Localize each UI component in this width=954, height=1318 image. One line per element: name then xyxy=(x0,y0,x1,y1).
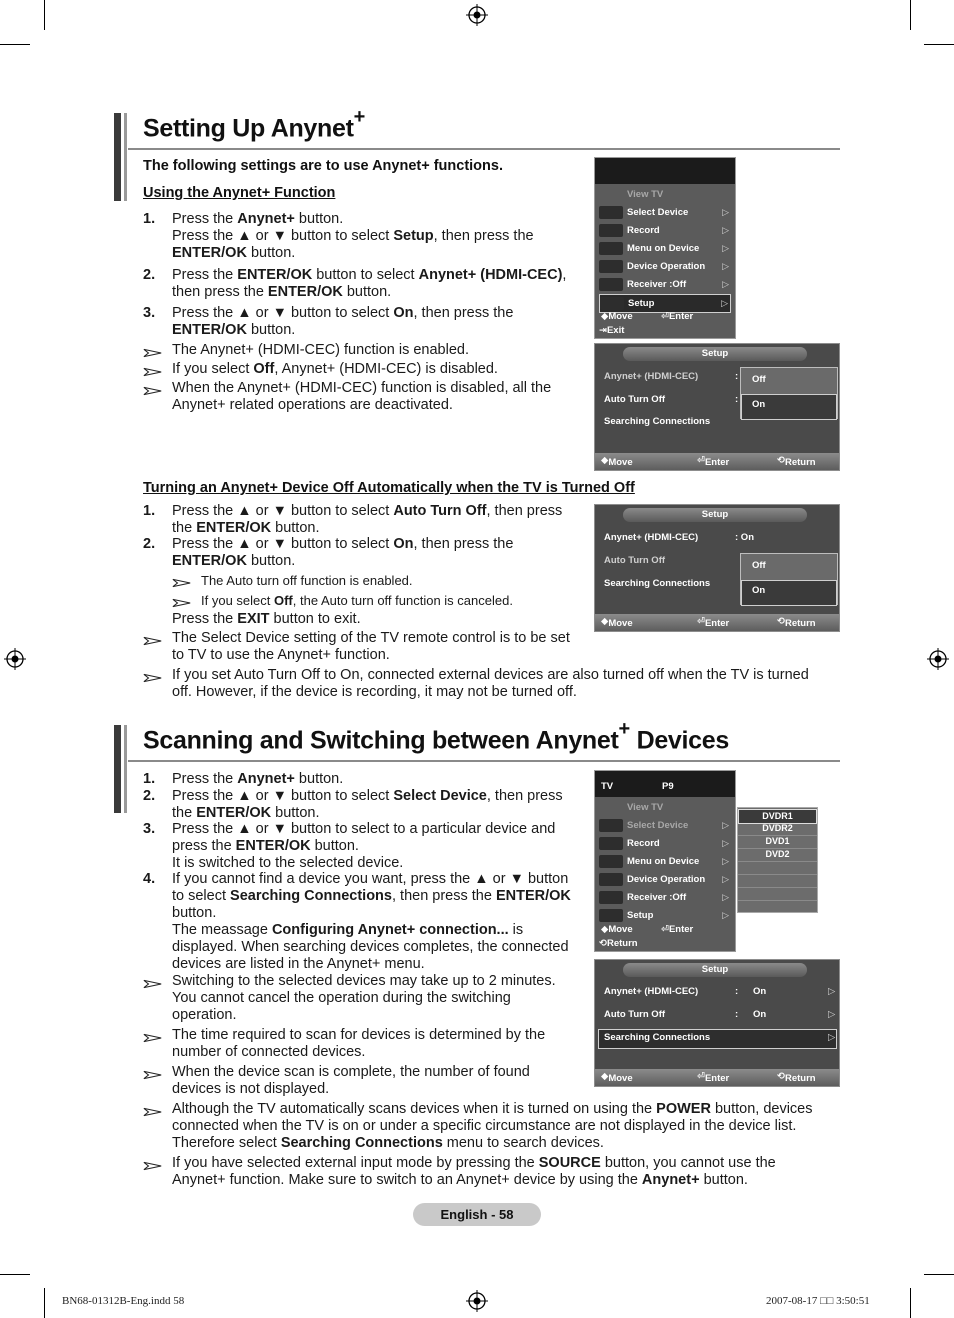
menu-item-label: Menu on Device xyxy=(627,243,700,254)
note-arrow-icon xyxy=(143,1030,165,1040)
registration-mark-icon xyxy=(4,648,26,670)
anynet-menu-screen xyxy=(594,770,736,952)
option-off[interactable]: Off xyxy=(752,560,766,571)
setup-colon: : xyxy=(735,986,739,997)
step-number: 4. xyxy=(143,871,156,887)
crop-mark xyxy=(910,0,911,30)
step-text: the ENTER/OK button. xyxy=(172,805,320,821)
step-text: Press the ▲ or ▼ button to select On, then press the xyxy=(172,536,514,552)
setup-colon: : xyxy=(735,1009,739,1020)
setup-row: Auto Turn Off xyxy=(604,1009,666,1020)
step-number: 3. xyxy=(143,305,156,321)
note-text: Therefore select Searching Connections menu to search devices. xyxy=(172,1135,604,1151)
file-slug: BN68-01312B-Eng.indd 58 xyxy=(62,1295,185,1307)
step-text: Press the ▲ or ▼ button to select to a particular device and xyxy=(172,821,556,837)
chevron-right-icon: ▷ xyxy=(722,820,729,830)
menu-item[interactable] xyxy=(599,240,731,257)
return-hint: ⟲Return xyxy=(599,938,638,949)
menu-item[interactable] xyxy=(599,222,731,239)
page-number: English - 58 xyxy=(413,1203,541,1226)
chevron-right-icon: ▷ xyxy=(722,874,729,884)
crop-mark xyxy=(44,1288,45,1318)
device-list xyxy=(737,807,818,913)
option-off[interactable]: Off xyxy=(752,374,766,385)
setup-screen xyxy=(594,343,840,471)
note-text: The Anynet+ (HDMI-CEC) function is enabled. xyxy=(172,342,469,358)
device-icon xyxy=(599,260,623,273)
menu-header xyxy=(595,158,735,184)
channel-label: P9 xyxy=(662,781,674,792)
device-icon xyxy=(599,837,623,850)
chevron-right-icon: ▷ xyxy=(722,207,729,217)
note-arrow-icon xyxy=(143,383,165,393)
menu-item-label: Device Operation xyxy=(627,874,706,885)
exit-hint: ⇥Exit xyxy=(599,325,625,336)
step-number: 2. xyxy=(143,788,156,804)
device-item[interactable]: DVDR2 xyxy=(738,822,817,836)
note-text: Anynet+ related operations are deactivated. xyxy=(172,397,453,413)
menu-item[interactable] xyxy=(599,258,731,275)
device-icon xyxy=(599,819,623,832)
setup-colon: : xyxy=(735,394,739,405)
note-text: number of connected devices. xyxy=(172,1044,366,1060)
setup-row: Searching Connections xyxy=(604,416,711,427)
device-icon xyxy=(599,278,623,291)
note-arrow-icon xyxy=(143,976,165,986)
subheading: Using the Anynet+ Function xyxy=(143,185,336,201)
option-popup xyxy=(740,553,838,605)
note-arrow-icon xyxy=(172,595,194,605)
note-text: The time required to scan for devices is determined by the xyxy=(172,1027,546,1043)
note-text: Anynet+ function. Make sure to switch to an Anynet+ device by using the Anynet+ button. xyxy=(172,1172,748,1188)
menu-item[interactable] xyxy=(599,853,731,870)
note-arrow-icon xyxy=(143,670,165,680)
menu-item[interactable] xyxy=(599,799,731,816)
step-text: ENTER/OK button. xyxy=(172,322,296,338)
section-title: Scanning and Switching between Anynet+ Devices xyxy=(143,718,729,755)
step-text: Press the ENTER/OK button to select Anynet+ (HDMI-CEC), xyxy=(172,267,567,283)
step-number: 2. xyxy=(143,267,156,283)
menu-item[interactable] xyxy=(599,907,731,924)
section-title: Setting Up Anynet+ xyxy=(143,106,366,143)
step-text: Press the EXIT button to exit. xyxy=(172,611,361,627)
note-arrow-icon xyxy=(143,345,165,355)
device-item-empty xyxy=(738,861,817,875)
device-icon xyxy=(600,297,624,310)
option-on[interactable]: On xyxy=(752,585,766,596)
note-text: Although the TV automatically scans devices when it is turned on using the POWER button, devices xyxy=(172,1101,813,1117)
setup-row: Searching Connections xyxy=(604,578,711,589)
menu-item[interactable] xyxy=(599,186,731,203)
step-text: It is switched to the selected device. xyxy=(172,855,404,871)
menu-item-label: Setup xyxy=(627,910,654,921)
chevron-right-icon: ▷ xyxy=(722,225,729,235)
note-text: If you select Off, Anynet+ (HDMI-CEC) is disabled. xyxy=(172,361,498,377)
step-text: Press the ▲ or ▼ button to select Setup, then press the xyxy=(172,228,534,244)
option-on[interactable]: On xyxy=(752,399,766,410)
step-text: displayed. When searching devices completes, the connected xyxy=(172,939,569,955)
setup-row: Anynet+ (HDMI-CEC) xyxy=(604,986,699,997)
note-text: off. However, if the device is recording, it may not be turned off. xyxy=(172,684,577,700)
move-hint: ◆Move xyxy=(601,311,633,322)
device-item[interactable]: DVDR1 xyxy=(738,809,817,824)
note-text: If you have selected external input mode by pressing the SOURCE button, you cannot use the xyxy=(172,1155,776,1171)
chevron-right-icon: ▷ xyxy=(828,1009,836,1020)
step-text: Press the ▲ or ▼ button to select Auto Turn Off, then press xyxy=(172,503,563,519)
crop-mark xyxy=(910,1288,911,1318)
step-text: Press the Anynet+ button. xyxy=(172,211,344,227)
setup-footer: ◆ Move ⏎ Enter ⟲ Return xyxy=(595,1069,839,1086)
note-arrow-icon xyxy=(143,1067,165,1077)
step-text: press the ENTER/OK button. xyxy=(172,838,359,854)
setup-footer: ◆ Move ⏎ Enter ⟲ Return xyxy=(595,453,839,470)
note-text: When the Anynet+ (HDMI-CEC) function is disabled, all the xyxy=(172,380,552,396)
chevron-right-icon: ▷ xyxy=(722,261,729,271)
note-text: operation. xyxy=(172,1007,237,1023)
setup-footer: ◆ Move ⏎ Enter ⟲ Return xyxy=(595,614,839,631)
chevron-right-icon: ▷ xyxy=(722,838,729,848)
crop-mark xyxy=(0,44,30,45)
note-arrow-icon xyxy=(143,1158,165,1168)
menu-item-label: Record xyxy=(627,225,660,236)
step-text: then press the ENTER/OK button. xyxy=(172,284,392,300)
registration-mark-icon xyxy=(927,648,949,670)
device-item[interactable]: DVD2 xyxy=(738,848,817,862)
step-number: 1. xyxy=(143,771,156,787)
note-text: When the device scan is complete, the number of found xyxy=(172,1064,530,1080)
option-popup xyxy=(740,367,838,419)
setup-row: Searching Connections xyxy=(604,1032,711,1043)
setup-value: On xyxy=(753,1009,767,1020)
chevron-right-icon: ▷ xyxy=(722,243,729,253)
step-text: ENTER/OK button. xyxy=(172,553,296,569)
step-number: 1. xyxy=(143,503,156,519)
crop-mark xyxy=(44,0,45,30)
setup-title: Setup xyxy=(623,347,807,361)
heading-bar xyxy=(114,113,121,201)
note-text: to TV to use the Anynet+ function. xyxy=(172,647,390,663)
menu-item[interactable] xyxy=(599,835,731,852)
chevron-right-icon: ▷ xyxy=(828,986,836,997)
heading-bar xyxy=(124,725,127,813)
heading-bar xyxy=(124,113,127,201)
setup-screen xyxy=(594,959,840,1087)
tv-label: TV xyxy=(601,781,614,792)
device-item-empty xyxy=(738,874,817,888)
heading-bar xyxy=(114,725,121,813)
menu-item-label: Select Device xyxy=(627,820,689,831)
menu-item-label: Record xyxy=(627,838,660,849)
chevron-right-icon: ▷ xyxy=(828,1032,836,1043)
step-text: Press the Anynet+ button. xyxy=(172,771,344,787)
chevron-right-icon: ▷ xyxy=(722,910,729,920)
step-text: devices are listed in the Anynet+ menu. xyxy=(172,956,425,972)
step-text: Press the ▲ or ▼ button to select Select Device, then press xyxy=(172,788,563,804)
enter-hint: ⏎Enter xyxy=(661,311,694,322)
anynet-menu-screen xyxy=(594,157,736,339)
step-text: The meassage Configuring Anynet+ connection... is xyxy=(172,922,524,938)
note-text: Switching to the selected devices may take up to 2 minutes. xyxy=(172,973,556,989)
setup-row: Auto Turn Off xyxy=(604,555,666,566)
device-icon xyxy=(599,891,623,904)
device-icon xyxy=(599,855,623,868)
note-arrow-icon xyxy=(143,633,165,643)
menu-item-label: Device Operation xyxy=(627,261,706,272)
device-icon xyxy=(599,909,623,922)
device-icon xyxy=(599,801,623,814)
note-text: You cannot cancel the operation during the switching xyxy=(172,990,511,1006)
crop-mark xyxy=(0,1274,30,1275)
step-text: If you cannot find a device you want, press the ▲ or ▼ button xyxy=(172,871,569,887)
subheading: Turning an Anynet+ Device Off Automatically when the TV is Turned Off xyxy=(143,480,635,496)
subnote-text: The Auto turn off function is enabled. xyxy=(201,573,413,588)
setup-screen xyxy=(594,504,840,632)
step-text: the ENTER/OK button. xyxy=(172,520,320,536)
chevron-right-icon: ▷ xyxy=(721,298,728,308)
device-item[interactable]: DVD1 xyxy=(738,835,817,849)
note-text: devices is not displayed. xyxy=(172,1081,330,1097)
device-icon xyxy=(599,224,623,237)
note-arrow-icon xyxy=(172,575,194,585)
step-number: 2. xyxy=(143,536,156,552)
step-number: 3. xyxy=(143,821,156,837)
chevron-right-icon: ▷ xyxy=(722,856,729,866)
move-hint: ◆Move xyxy=(601,924,633,935)
setup-row: Anynet+ (HDMI-CEC) xyxy=(604,371,699,382)
enter-hint: ⏎Enter xyxy=(661,924,694,935)
device-icon xyxy=(599,188,623,201)
step-number: 1. xyxy=(143,211,156,227)
menu-item-label: Setup xyxy=(628,298,655,309)
crop-mark xyxy=(924,44,954,45)
note-text: The Select Device setting of the TV remote control is to be set xyxy=(172,630,570,646)
step-text: button. xyxy=(172,905,217,921)
note-arrow-icon xyxy=(143,364,165,374)
device-icon xyxy=(599,206,623,219)
menu-item-label: View TV xyxy=(627,189,664,200)
setup-value: On xyxy=(753,986,767,997)
setup-value: : On xyxy=(735,532,754,543)
menu-item[interactable] xyxy=(599,817,731,834)
setup-title: Setup xyxy=(623,963,807,977)
note-text: connected when the TV is on or under a specific circumstance are not displayed in the device list. xyxy=(172,1118,797,1134)
menu-item[interactable] xyxy=(599,204,731,221)
menu-item-label: Menu on Device xyxy=(627,856,700,867)
menu-item-label: Select Device xyxy=(627,207,689,218)
menu-item[interactable] xyxy=(599,276,731,293)
subnote-text: If you select Off, the Auto turn off function is canceled. xyxy=(201,593,513,608)
registration-mark-icon xyxy=(466,1290,488,1312)
step-text: Press the ▲ or ▼ button to select On, then press the xyxy=(172,305,514,321)
chevron-right-icon: ▷ xyxy=(722,892,729,902)
intro-text: The following settings are to use Anynet+ functions. xyxy=(143,158,503,174)
heading-rule xyxy=(128,148,840,150)
chevron-right-icon: ▷ xyxy=(722,279,729,289)
date-slug: 2007-08-17 □□ 3:50:51 xyxy=(766,1295,870,1307)
crop-mark xyxy=(924,1274,954,1275)
menu-item-label: Receiver :Off xyxy=(627,892,687,903)
note-arrow-icon xyxy=(143,1104,165,1114)
menu-item-label: View TV xyxy=(627,802,664,813)
setup-colon: : xyxy=(735,371,739,382)
registration-mark-icon xyxy=(466,4,488,26)
device-icon xyxy=(599,242,623,255)
device-item-empty xyxy=(738,887,817,901)
setup-title: Setup xyxy=(623,508,807,522)
setup-row: Anynet+ (HDMI-CEC) xyxy=(604,532,699,543)
menu-item-label: Receiver :Off xyxy=(627,279,687,290)
device-icon xyxy=(599,873,623,886)
step-text: to select Searching Connections, then press the ENTER/OK xyxy=(172,888,571,904)
menu-item[interactable] xyxy=(599,889,731,906)
setup-row: Auto Turn Off xyxy=(604,394,666,405)
step-text: ENTER/OK button. xyxy=(172,245,296,261)
heading-rule xyxy=(128,760,840,762)
note-text: If you set Auto Turn Off to On, connected external devices are also turned off when the TV is turned xyxy=(172,667,809,683)
menu-item[interactable] xyxy=(599,871,731,888)
